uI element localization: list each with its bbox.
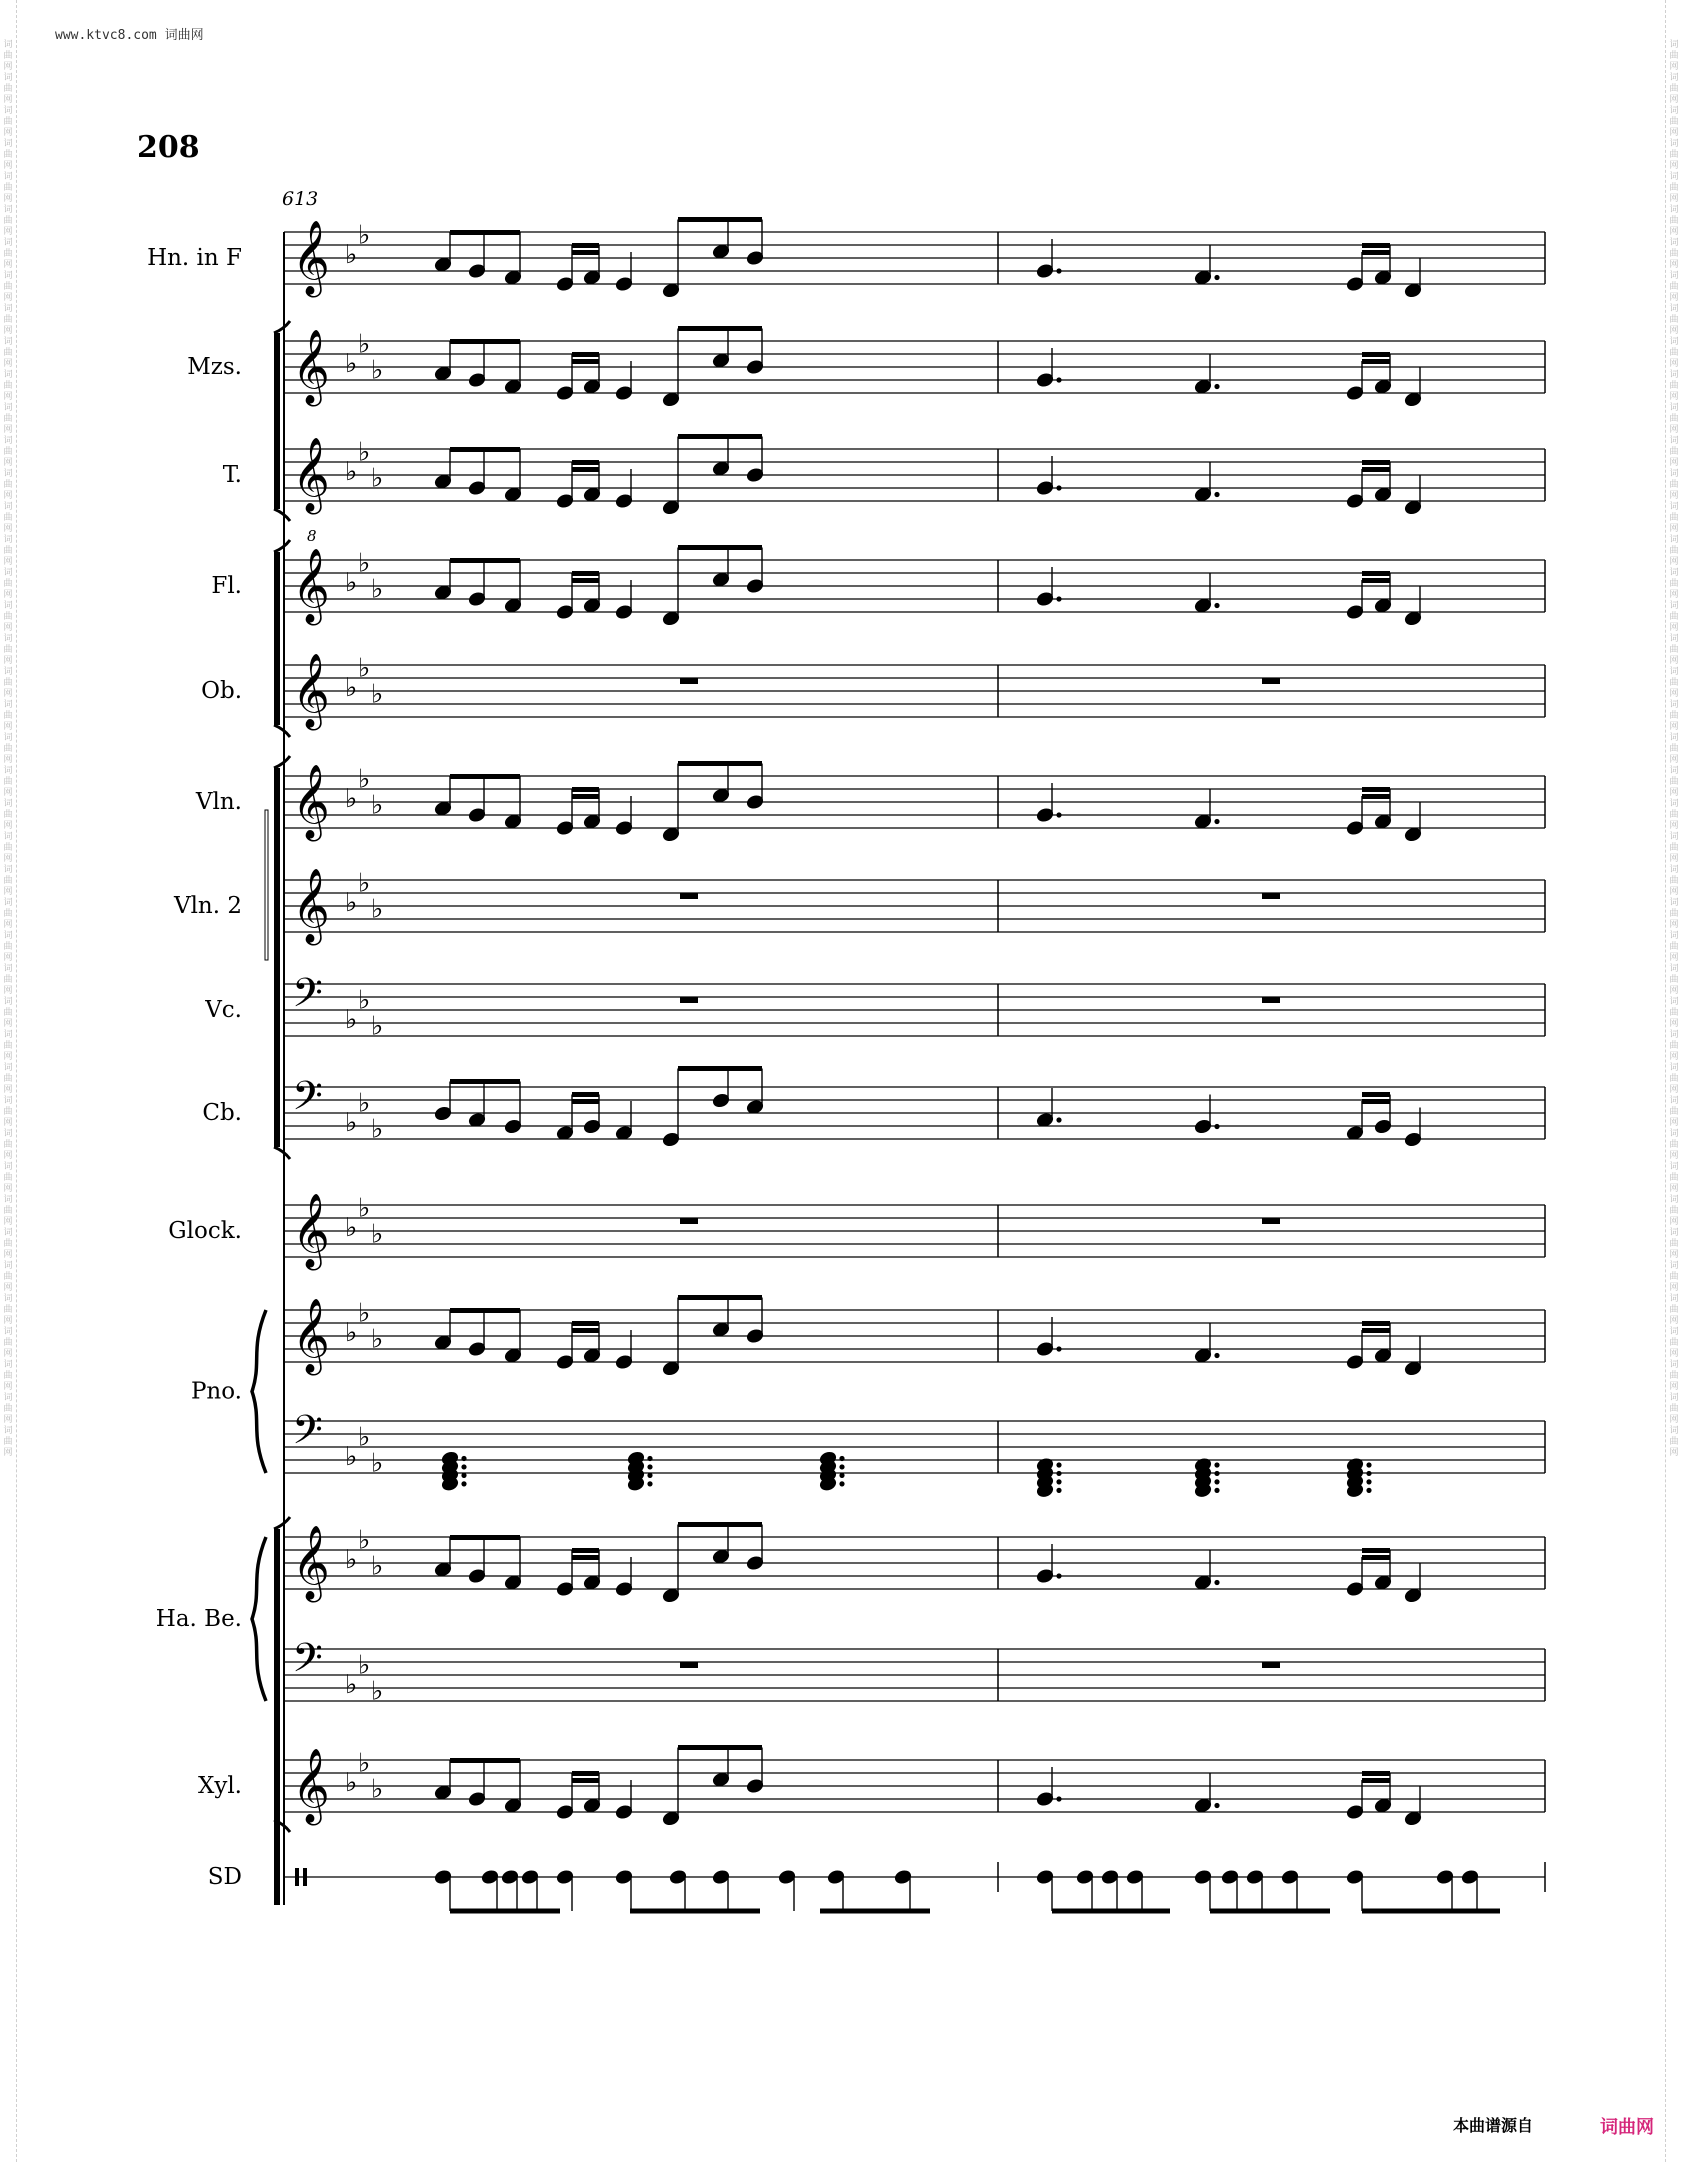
note-head xyxy=(504,379,522,394)
key-flat-icon: ♭ xyxy=(358,764,371,795)
bracket-hook xyxy=(274,1147,290,1159)
note-head xyxy=(1346,276,1364,291)
augmentation-dot xyxy=(1366,1488,1371,1493)
key-flat-icon: ♭ xyxy=(371,1011,384,1042)
note-head xyxy=(1404,283,1422,298)
note-head xyxy=(556,385,574,400)
snare-note-head xyxy=(434,1869,452,1884)
note-head xyxy=(1374,1119,1392,1134)
whole-rest xyxy=(680,1662,698,1668)
key-flat-icon: ♭ xyxy=(345,457,358,487)
percussion-clef-icon xyxy=(303,1868,307,1886)
key-flat-icon: ♭ xyxy=(345,568,358,598)
augmentation-dot xyxy=(1214,1471,1219,1476)
note-head xyxy=(1346,1804,1364,1819)
key-flat-icon: ♭ xyxy=(371,1324,384,1355)
note-head xyxy=(712,353,730,368)
bracket-hook xyxy=(274,321,290,333)
key-flat-icon: ♭ xyxy=(358,1650,371,1681)
note-head xyxy=(1374,814,1392,829)
note-head xyxy=(556,1354,574,1369)
whole-rest xyxy=(680,678,698,684)
bracket-hook xyxy=(274,756,290,768)
bass-clef-icon: 𝄢 xyxy=(292,970,323,1026)
treble-clef-icon: 𝄞 xyxy=(292,221,330,295)
note-head xyxy=(556,493,574,508)
staff-bracket xyxy=(274,768,280,1147)
note-head xyxy=(746,794,764,809)
note-head xyxy=(712,244,730,259)
key-flat-icon: ♭ xyxy=(371,1114,384,1145)
augmentation-dot xyxy=(1214,1488,1219,1493)
note-head xyxy=(662,1588,680,1603)
note-head xyxy=(615,1581,633,1596)
augmentation-dot xyxy=(1056,1488,1061,1493)
key-flat-icon: ♭ xyxy=(371,679,384,710)
bass-clef-icon: 𝄢 xyxy=(292,1073,323,1129)
note-head xyxy=(468,263,486,278)
treble-clef-icon: 𝄞 xyxy=(292,765,330,839)
key-flat-icon: ♭ xyxy=(358,220,371,251)
note-head xyxy=(746,467,764,482)
augmentation-dot xyxy=(1056,1573,1061,1578)
note-head xyxy=(434,801,452,816)
treble-clef-icon: 𝄞 xyxy=(292,1299,330,1373)
note-head xyxy=(712,572,730,587)
augmentation-dot xyxy=(1056,812,1061,817)
note-head xyxy=(434,366,452,381)
note-head xyxy=(468,1791,486,1806)
augmentation-dot xyxy=(839,1464,844,1469)
key-flat-icon: ♭ xyxy=(371,1676,384,1707)
augmentation-dot xyxy=(1056,1346,1061,1351)
note-head xyxy=(615,1354,633,1369)
instrument-label: Hn. in F xyxy=(147,245,242,271)
note-head xyxy=(1036,480,1054,495)
treble-clef-icon: 𝄞 xyxy=(292,1194,330,1268)
augmentation-dot xyxy=(1214,275,1219,280)
bass-clef-icon: 𝄢 xyxy=(292,1635,323,1691)
key-flat-icon: ♭ xyxy=(345,1545,358,1575)
watermark-text-left: 词曲网词曲网词曲网词曲网词曲网词曲网词曲网词曲网词曲网词曲网词曲网词曲网词曲网词曲网词曲网词曲网词曲网词曲网词曲网词曲网词曲网词曲网词曲网词曲网词曲网词曲网词曲网词曲网词曲网词曲网词曲网词曲网词曲网词曲网词曲网词曲网词曲网词曲网词曲网词曲网词曲网词曲网词曲网 xyxy=(3,40,13,1458)
note-head xyxy=(583,1798,601,1813)
snare-note-head xyxy=(712,1869,730,1884)
note-head xyxy=(1036,1341,1054,1356)
key-flat-icon: ♭ xyxy=(358,329,371,360)
snare-note-head xyxy=(1101,1869,1119,1884)
key-flat-icon: ♭ xyxy=(358,1298,371,1329)
treble-clef-icon: 𝄞 xyxy=(292,549,330,623)
key-flat-icon: ♭ xyxy=(345,1213,358,1243)
key-flat-icon: ♭ xyxy=(345,1318,358,1348)
note-head xyxy=(712,788,730,803)
staff-bracket xyxy=(274,1529,280,1905)
key-flat-icon: ♭ xyxy=(345,1768,358,1798)
note-head xyxy=(615,385,633,400)
staff-lines xyxy=(284,880,1545,932)
key-flat-icon: ♭ xyxy=(345,888,358,918)
augmentation-dot xyxy=(1056,596,1061,601)
snare-note-head xyxy=(778,1869,796,1884)
note-head xyxy=(434,1106,452,1121)
snare-note-head xyxy=(556,1869,574,1884)
note-head xyxy=(583,1119,601,1134)
footer-site-link[interactable]: 词曲网 xyxy=(1600,2117,1654,2138)
note-head xyxy=(468,480,486,495)
note-head xyxy=(1374,598,1392,613)
instrument-label: Pno. xyxy=(190,1378,242,1405)
note-head xyxy=(615,820,633,835)
key-flat-icon: ♭ xyxy=(358,1748,371,1779)
instrument-label: Glock. xyxy=(168,1218,242,1244)
augmentation-dot xyxy=(647,1481,652,1486)
note-head xyxy=(712,461,730,476)
instrument-label: Vln. xyxy=(195,789,242,815)
note-head xyxy=(1346,820,1364,835)
key-flat-icon: ♭ xyxy=(345,1108,358,1138)
note-head xyxy=(615,604,633,619)
whole-rest xyxy=(680,893,698,899)
augmentation-dot xyxy=(1214,1580,1219,1585)
violin-sub-bracket xyxy=(265,810,268,960)
snare-note-head xyxy=(1281,1869,1299,1884)
note-head xyxy=(746,1778,764,1793)
note-head xyxy=(1404,392,1422,407)
site-url: www.ktvc8.com 词曲网 xyxy=(55,28,204,43)
snare-note-head xyxy=(1461,1869,1479,1884)
key-flat-icon: ♭ xyxy=(371,894,384,925)
snare-note-head xyxy=(1436,1869,1454,1884)
augmentation-dot xyxy=(461,1456,466,1461)
key-flat-icon: ♭ xyxy=(358,1525,371,1556)
augmentation-dot xyxy=(839,1456,844,1461)
augmentation-dot xyxy=(1366,1479,1371,1484)
staff-bracket xyxy=(274,552,280,725)
snare-note-head xyxy=(1246,1869,1264,1884)
bracket-hook xyxy=(274,1517,290,1529)
treble-clef-icon: 𝄞 xyxy=(292,438,330,512)
key-flat-icon: ♭ xyxy=(371,790,384,821)
note-head xyxy=(662,1811,680,1826)
whole-rest xyxy=(680,1218,698,1224)
note-head xyxy=(1036,1791,1054,1806)
note-head xyxy=(1404,1361,1422,1376)
note-head xyxy=(556,276,574,291)
note-head xyxy=(556,820,574,835)
key-flat-icon: ♭ xyxy=(371,574,384,605)
whole-rest xyxy=(680,997,698,1003)
note-head xyxy=(1346,385,1364,400)
watermark-text-right: 词曲网词曲网词曲网词曲网词曲网词曲网词曲网词曲网词曲网词曲网词曲网词曲网词曲网词曲网词曲网词曲网词曲网词曲网词曲网词曲网词曲网词曲网词曲网词曲网词曲网词曲网词曲网词曲网词曲网词曲网词曲网词曲网词曲网词曲网词曲网词曲网词曲网词曲网词曲网词曲网词曲网词曲网词曲网 xyxy=(1669,40,1679,1458)
note-head xyxy=(556,1581,574,1596)
treble-clef-icon: 𝄞 xyxy=(292,654,330,728)
instrument-label: Xyl. xyxy=(197,1773,242,1799)
note-head xyxy=(1036,807,1054,822)
treble-clef-icon: 𝄞 xyxy=(292,1526,330,1600)
page-number: 208 xyxy=(137,130,200,165)
note-head xyxy=(712,1093,730,1108)
whole-rest xyxy=(1262,1218,1280,1224)
snare-note-head xyxy=(669,1869,687,1884)
staff-lines xyxy=(284,665,1545,717)
note-head xyxy=(434,1785,452,1800)
note-head xyxy=(468,591,486,606)
augmentation-dot xyxy=(1214,819,1219,824)
note-head xyxy=(1036,591,1054,606)
whole-rest xyxy=(1262,893,1280,899)
augmentation-dot xyxy=(1214,384,1219,389)
instrument-label: Vln. 2 xyxy=(173,893,242,919)
note-head xyxy=(1036,1568,1054,1583)
footer-source-text: 本曲谱源自 xyxy=(1453,2116,1534,2135)
note-head xyxy=(434,257,452,272)
augmentation-dot xyxy=(1056,1796,1061,1801)
note-head xyxy=(583,1348,601,1363)
bracket-hook xyxy=(274,540,290,552)
snare-note-head xyxy=(481,1869,499,1884)
snare-note-head xyxy=(1194,1869,1212,1884)
key-flat-icon: ♭ xyxy=(371,1448,384,1479)
note-head xyxy=(468,1341,486,1356)
note-head xyxy=(434,585,452,600)
note-head xyxy=(1404,1132,1422,1147)
augmentation-dot xyxy=(1056,1117,1061,1122)
augmentation-dot xyxy=(1214,1353,1219,1358)
augmentation-dot xyxy=(1056,1471,1061,1476)
key-flat-icon: ♭ xyxy=(345,1005,358,1035)
note-head xyxy=(504,1119,522,1134)
key-flat-icon: ♭ xyxy=(345,1670,358,1700)
key-flat-icon: ♭ xyxy=(371,1219,384,1250)
note-head xyxy=(615,1804,633,1819)
note-head xyxy=(615,493,633,508)
snare-note-head xyxy=(501,1869,519,1884)
augmentation-dot xyxy=(647,1464,652,1469)
note-head xyxy=(583,379,601,394)
note-head xyxy=(746,1328,764,1343)
note-head xyxy=(1374,1798,1392,1813)
instrument-label: Cb. xyxy=(202,1100,242,1126)
note-head xyxy=(1036,372,1054,387)
note-head xyxy=(1194,379,1212,394)
measure-number: 613 xyxy=(282,188,319,210)
key-flat-icon: ♭ xyxy=(358,437,371,468)
snare-note-head xyxy=(827,1869,845,1884)
note-head xyxy=(583,598,601,613)
note-head xyxy=(583,814,601,829)
augmentation-dot xyxy=(1366,1462,1371,1467)
key-flat-icon: ♭ xyxy=(358,1088,371,1119)
percussion-clef-icon xyxy=(295,1868,299,1886)
note-head xyxy=(712,1322,730,1337)
treble-clef-icon: 𝄞 xyxy=(292,330,330,404)
note-head xyxy=(1374,270,1392,285)
note-head xyxy=(434,1335,452,1350)
note-head xyxy=(1346,1581,1364,1596)
augmentation-dot xyxy=(1056,1462,1061,1467)
key-flat-icon: ♭ xyxy=(358,1422,371,1453)
note-head xyxy=(1404,611,1422,626)
augmentation-dot xyxy=(461,1473,466,1478)
snare-note-head xyxy=(615,1869,633,1884)
bass-clef-icon: 𝄢 xyxy=(292,1407,323,1463)
note-head xyxy=(662,392,680,407)
staff-lines xyxy=(284,1649,1545,1701)
staff-bracket xyxy=(274,333,280,509)
note-head xyxy=(468,807,486,822)
instrument-label: Ob. xyxy=(201,678,242,704)
key-flat-icon: ♭ xyxy=(371,355,384,386)
note-head xyxy=(504,1575,522,1590)
key-flat-icon: ♭ xyxy=(345,240,358,270)
instrument-label: Fl. xyxy=(211,573,242,599)
note-head xyxy=(504,1348,522,1363)
note-head xyxy=(1404,1588,1422,1603)
note-head xyxy=(662,1361,680,1376)
note-head xyxy=(556,604,574,619)
note-head xyxy=(434,1562,452,1577)
note-head xyxy=(1194,1575,1212,1590)
whole-rest xyxy=(1262,1662,1280,1668)
note-head xyxy=(662,827,680,842)
augmentation-dot xyxy=(1214,1803,1219,1808)
instrument-label: Ha. Be. xyxy=(155,1606,242,1632)
staves-layer xyxy=(147,220,1545,1912)
instrument-label: Vc. xyxy=(205,997,242,1023)
note-head xyxy=(1194,598,1212,613)
augmentation-dot xyxy=(1214,492,1219,497)
key-flat-icon: ♭ xyxy=(371,1774,384,1805)
note-head xyxy=(1346,604,1364,619)
note-head xyxy=(1374,487,1392,502)
key-flat-icon: ♭ xyxy=(358,868,371,899)
key-flat-icon: ♭ xyxy=(358,985,371,1016)
augmentation-dot xyxy=(461,1464,466,1469)
snare-note-head xyxy=(1076,1869,1094,1884)
note-head xyxy=(1346,493,1364,508)
key-flat-icon: ♭ xyxy=(345,349,358,379)
augmentation-dot xyxy=(839,1481,844,1486)
snare-note-head xyxy=(1221,1869,1239,1884)
key-flat-icon: ♭ xyxy=(345,673,358,703)
note-head xyxy=(1194,814,1212,829)
note-head xyxy=(583,487,601,502)
note-head xyxy=(504,270,522,285)
augmentation-dot xyxy=(1214,603,1219,608)
note-head xyxy=(1404,1811,1422,1826)
note-head xyxy=(746,1555,764,1570)
key-flat-icon: ♭ xyxy=(371,463,384,494)
note-head xyxy=(1036,263,1054,278)
note-head xyxy=(1374,1348,1392,1363)
note-head xyxy=(434,474,452,489)
staff-lines xyxy=(284,984,1545,1036)
note-head xyxy=(712,1549,730,1564)
note-head xyxy=(1374,379,1392,394)
key-flat-icon: ♭ xyxy=(345,1442,358,1472)
augmentation-dot xyxy=(1214,1124,1219,1129)
note-head xyxy=(1404,827,1422,842)
note-head xyxy=(468,372,486,387)
note-head xyxy=(1404,500,1422,515)
key-flat-icon: ♭ xyxy=(371,1551,384,1582)
note-head xyxy=(583,270,601,285)
snare-note-head xyxy=(1036,1869,1054,1884)
augmentation-dot xyxy=(1214,1479,1219,1484)
note-head xyxy=(1194,487,1212,502)
note-head xyxy=(1194,1348,1212,1363)
augmentation-dot xyxy=(1056,268,1061,273)
note-head xyxy=(662,611,680,626)
note-head xyxy=(1194,1798,1212,1813)
snare-note-head xyxy=(1126,1869,1144,1884)
note-head xyxy=(615,276,633,291)
treble-clef-icon: 𝄞 xyxy=(292,869,330,943)
note-head xyxy=(1194,1119,1212,1134)
augmentation-dot xyxy=(1366,1471,1371,1476)
note-head xyxy=(712,1772,730,1787)
augmentation-dot xyxy=(839,1473,844,1478)
augmentation-dot xyxy=(647,1473,652,1478)
key-flat-icon: ♭ xyxy=(358,1193,371,1224)
staff-lines xyxy=(284,1205,1545,1257)
note-head xyxy=(746,578,764,593)
instrument-label: SD xyxy=(207,1864,242,1890)
augmentation-dot xyxy=(1056,377,1061,382)
note-head xyxy=(504,487,522,502)
key-flat-icon: ♭ xyxy=(358,548,371,579)
note-head xyxy=(746,359,764,374)
note-head xyxy=(662,283,680,298)
note-head xyxy=(1374,1575,1392,1590)
key-flat-icon: ♭ xyxy=(345,784,358,814)
whole-rest xyxy=(1262,997,1280,1003)
note-head xyxy=(746,250,764,265)
snare-note-head xyxy=(894,1869,912,1884)
grand-staff-brace xyxy=(252,1537,266,1701)
key-flat-icon: ♭ xyxy=(358,653,371,684)
augmentation-dot xyxy=(461,1481,466,1486)
note-head xyxy=(556,1804,574,1819)
treble-clef-icon: 𝄞 xyxy=(292,1749,330,1823)
augmentation-dot xyxy=(647,1456,652,1461)
instrument-label: T. xyxy=(222,462,242,488)
note-head xyxy=(662,1132,680,1147)
snare-note-head xyxy=(1346,1869,1364,1884)
note-head xyxy=(662,500,680,515)
note-head xyxy=(504,598,522,613)
note-head xyxy=(1346,1354,1364,1369)
snare-note-head xyxy=(521,1869,539,1884)
note-head xyxy=(504,814,522,829)
augmentation-dot xyxy=(1056,1479,1061,1484)
instrument-label: Mzs. xyxy=(187,354,242,380)
whole-rest xyxy=(1262,678,1280,684)
note-head xyxy=(583,1575,601,1590)
bracket-hook xyxy=(274,509,290,521)
augmentation-dot xyxy=(1214,1462,1219,1467)
bracket-hook xyxy=(274,725,290,737)
note-head xyxy=(468,1568,486,1583)
note-head xyxy=(1194,270,1212,285)
augmentation-dot xyxy=(1056,485,1061,490)
note-head xyxy=(504,1798,522,1813)
grand-staff-brace xyxy=(252,1310,266,1473)
octave-mark: 8 xyxy=(307,527,317,545)
